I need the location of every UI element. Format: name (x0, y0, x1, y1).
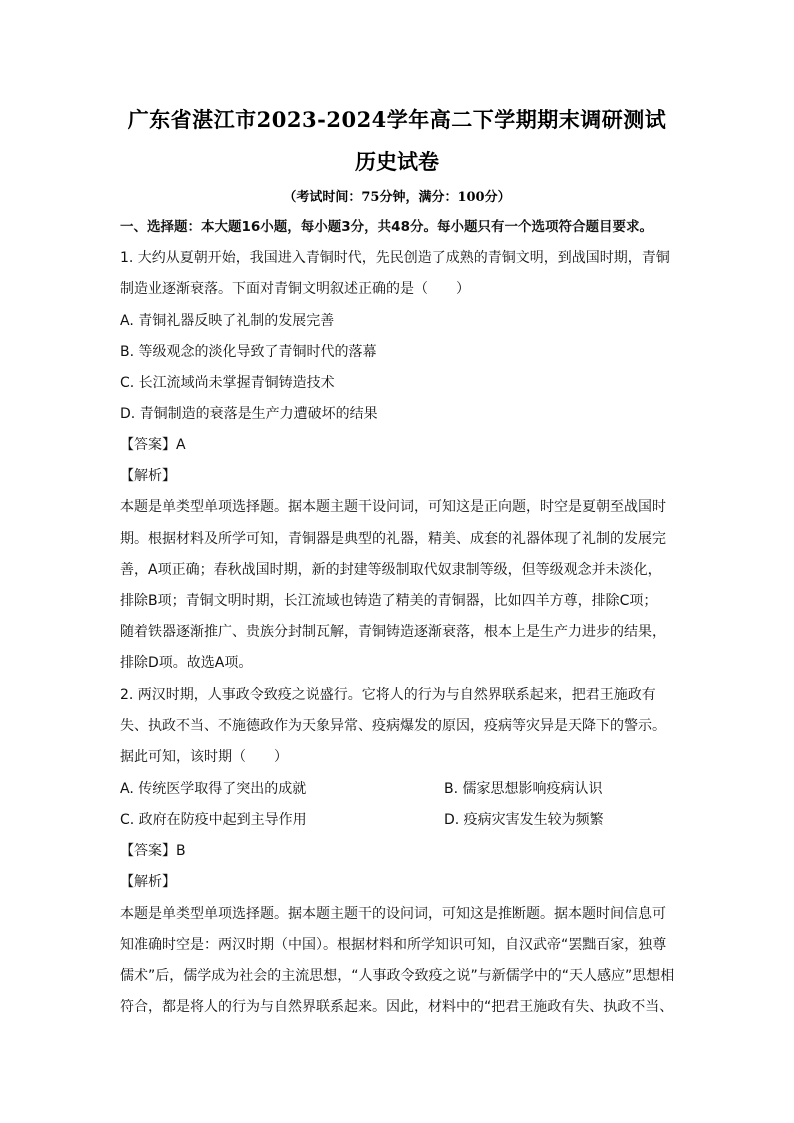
exam-info: （考试时间：75分钟，满分：100分） (283, 190, 511, 205)
q1-analysis-line-6: 排除D项。故选A项。 (120, 655, 253, 671)
q2-option-c: C. 政府在防疫中起到主导作用 (120, 812, 307, 828)
q2-stem-line-1: 2. 两汉时期，人事政令致疫之说盛行。它将人的行为与自然界联系起来，把君王施政有 (120, 687, 656, 703)
q1-option-b: B. 等级观念的淡化导致了青铜时代的落幕 (120, 344, 377, 360)
q1-stem-line-1: 1. 大约从夏朝开始，我国进入青铜时代，先民创造了成熟的青铜文明，到战国时期，青铜 (120, 250, 670, 266)
q2-analysis-line-2: 知准确时空是：两汉时期（中国）。根据材料和所学知识可知，自汉武帝“罢黜百家，独尊 (120, 937, 667, 953)
q2-stem-line-2: 失、执政不当、不施德政作为天象异常、疫病爆发的原因，疫病等灾异是天降下的警示。 (120, 718, 666, 734)
q2-stem-line-3: 据此可知，该时期（ ） (120, 749, 288, 765)
q1-answer: 【答案】A (120, 437, 186, 453)
q2-analysis-line-4: 符合，都是将人的行为与自然界联系起来。因此，材料中的“把君王施政有失、执政不当、 (120, 999, 674, 1015)
exam-subject: 历史试卷 (355, 149, 439, 174)
q1-option-d: D. 青铜制造的衰落是生产力遭破坏的结果 (120, 406, 378, 422)
q2-answer: 【答案】B (120, 843, 186, 859)
q1-analysis-label: 【解析】 (120, 468, 176, 484)
q2-option-d: D. 疫病灾害发生较为频繁 (444, 812, 604, 828)
q2-analysis-line-3: 儒术”后，儒学成为社会的主流思想，“人事政令致疫之说”与新儒学中的“天人感应”思想相 (120, 968, 675, 984)
q2-analysis-label: 【解析】 (120, 874, 176, 890)
q1-analysis-line-5: 随着铁器逐渐推广、贵族分封制瓦解，青铜铸造逐渐衰落，根本上是生产力进步的结果， (120, 624, 666, 640)
q1-analysis-line-2: 期。根据材料及所学可知，青铜器是典型的礼器，精美、成套的礼器体现了礼制的发展完 (120, 531, 666, 547)
q1-analysis-line-3: 善，A项正确；春秋战国时期，新的封建等级制取代奴隶制等级，但等级观念并未淡化， (120, 562, 662, 578)
q1-analysis-line-1: 本题是单类型单项选择题。据本题主题干设问词，可知这是正向题，时空是夏朝至战国时 (120, 499, 666, 515)
q1-option-a: A. 青铜礼器反映了礼制的发展完善 (120, 313, 335, 329)
q2-option-a: A. 传统医学取得了突出的成就 (120, 781, 307, 797)
q1-stem-line-2: 制造业逐渐衰落。下面对青铜文明叙述正确的是（ ） (120, 281, 470, 297)
q1-analysis-line-4: 排除B项；青铜文明时期，长江流域也铸造了精美的青铜器，比如四羊方尊，排除C项； (120, 593, 658, 609)
q2-option-b: B. 儒家思想影响疫病认识 (444, 781, 603, 797)
q2-analysis-line-1: 本题是单类型单项选择题。据本题主题干的设问词，可知这是推断题。据本题时间信息可 (120, 906, 666, 922)
section-heading: 一、选择题：本大题16小题，每小题3分，共48分。每小题只有一个选项符合题目要求。 (120, 219, 653, 235)
exam-title: 广东省湛江市2023-2024学年高二下学期期末调研测试 (127, 107, 667, 132)
q1-option-c: C. 长江流域尚未掌握青铜铸造技术 (120, 375, 335, 391)
